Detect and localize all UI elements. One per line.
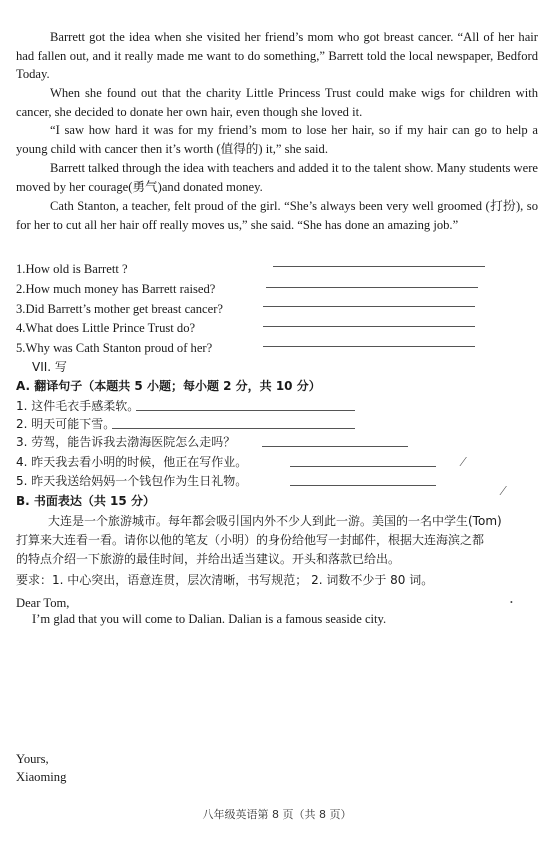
writing-prompt-line-2: 打算来大连看一看。请你以他的笔友（小明）的身份给他写一封邮件，根据大连海滨之都: [16, 533, 485, 547]
writing-prompt-line-1: 大连是一个旅游城市。每年都会吸引国内外不少人到此一游。美国的一名中学生(Tom): [48, 514, 502, 528]
passage-paragraph-1: Barrett got the idea when she visited her friend’s mom who got breast cancer. “All of her hair had fallen out, and it really made me want to do something,” Barrett told the local newspaper, Bedford Today.: [16, 30, 538, 82]
question-2: 2.How much money has Barrett raised?: [16, 282, 216, 296]
answer-line-5: [263, 346, 475, 347]
translation-line-3: [262, 446, 408, 447]
answer-line-4: [263, 326, 475, 327]
translation-line-2: [112, 428, 355, 429]
question-1: 1.How old is Barrett ?: [16, 262, 128, 276]
section-title: VII. 写: [32, 360, 67, 374]
pen-mark: ⁄: [462, 455, 465, 470]
letter-closing: Yours,: [16, 752, 49, 766]
question-4: 4.What does Little Prince Trust do?: [16, 321, 196, 335]
part-b-heading: B. 书面表达（共 15 分）: [16, 494, 155, 508]
passage-paragraph-2: When she found out that the charity Little Princess Trust could make wigs for children with cancer, she decided to donate her own hair, even though she loved it.: [16, 86, 538, 119]
letter-opening: I’m glad that you will come to Dalian. Dalian is a famous seaside city.: [32, 612, 387, 626]
translation-item-1: 1. 这件毛衣手感柔软。: [16, 399, 140, 413]
part-a-heading: A. 翻译句子（本题共 5 小题；每小题 2 分，共 10 分）: [16, 379, 321, 393]
translation-item-5: 5. 昨天我送给妈妈一个钱包作为生日礼物。: [16, 474, 248, 488]
pen-mark: ⁄: [502, 484, 505, 499]
pen-dot: •: [510, 598, 513, 607]
letter-greeting: Dear Tom,: [16, 596, 70, 610]
writing-requirements: 要求：1. 中心突出，语意连贯，层次清晰，书写规范； 2. 词数不少于 80 词。: [16, 573, 434, 587]
question-3: 3.Did Barrett’s mother get breast cancer?: [16, 302, 224, 316]
passage-paragraph-4: Barrett talked through the idea with teachers and added it to the talent show. Many students were moved by her courage(勇气)and donated money.: [16, 161, 538, 194]
question-5: 5.Why was Cath Stanton proud of her?: [16, 341, 213, 355]
passage-paragraph-5: Cath Stanton, a teacher, felt proud of the girl. “She’s always been very well groomed (打扮), so for her to cut all her hair off really moves us,” she said. “She has done an amazing job.”: [16, 199, 538, 232]
translation-line-5: [290, 485, 436, 486]
passage-paragraph-3: “I saw how hard it was for my friend’s mom to lose her hair, so if my hair can go to help a young child with cancer then it’s worth (值得的) it,” she said.: [16, 123, 538, 156]
translation-line-1: [136, 410, 355, 411]
answer-line-3: [263, 306, 475, 307]
translation-line-4: [290, 466, 436, 467]
page-footer: 八年级英语第 8 页（共 8 页）: [202, 808, 352, 821]
answer-line-2: [266, 287, 478, 288]
letter-signature: Xiaoming: [16, 770, 67, 784]
answer-line-1: [273, 266, 485, 267]
translation-item-2: 2. 明天可能下雪。: [16, 417, 116, 431]
writing-prompt-line-3: 的特点介绍一下旅游的最佳时间，并给出适当建议。开头和落款已给出。: [16, 552, 401, 566]
translation-item-4: 4. 昨天我去看小明的时候，他正在写作业。: [16, 455, 248, 469]
translation-item-3: 3. 劳驾，能告诉我去渤海医院怎么走吗？: [16, 435, 236, 449]
